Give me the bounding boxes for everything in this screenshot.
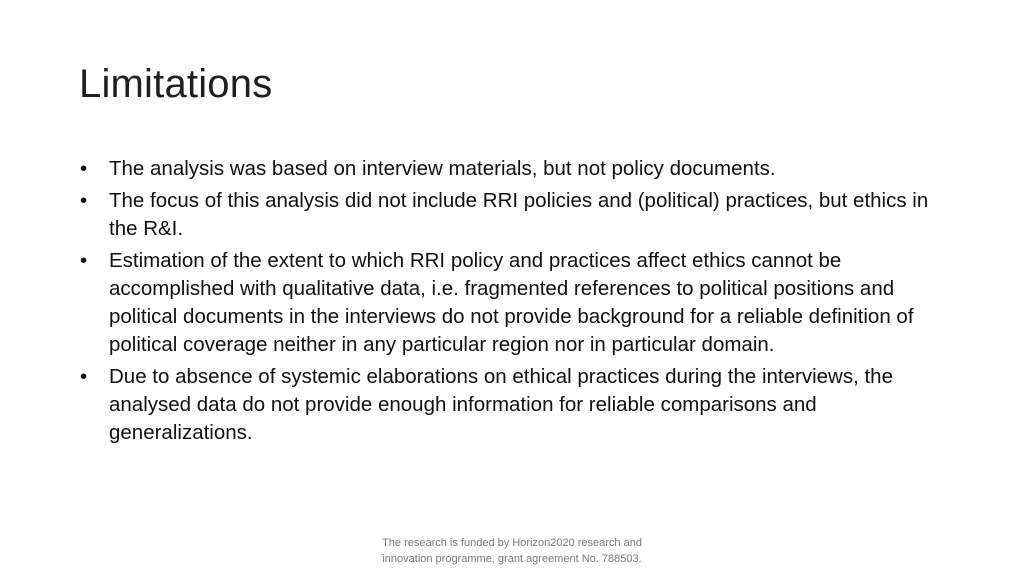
- bullet-text: Estimation of the extent to which RRI policy and practices affect ethics cannot be accomplished with qualitative data, i.e. fragmented references to political positions and political documents in the interviews do not provide background for a reliable definition of political coverage neither in any particular region nor in particular domain.: [109, 249, 914, 356]
- footer-line-1: The research is funded by Horizon2020 research and: [382, 537, 642, 549]
- bullet-text: The focus of this analysis did not include RRI policies and (political) practices, but ethics in the R&I.: [109, 189, 929, 240]
- bullet-item: [76, 247, 956, 359]
- bullet-icon: •: [80, 249, 88, 272]
- footer-line-2: innovation programme, grant agreement No. 788503.: [382, 553, 642, 565]
- bullet-item: [76, 363, 956, 447]
- bullet-icon: •: [80, 157, 88, 180]
- bullet-text: Due to absence of systemic elaborations on ethical practices during the interviews, the analysed data do not provide enough information for reliable comparisons and generalizations.: [109, 365, 893, 444]
- bullet-item: [76, 155, 956, 183]
- bullet-text: The analysis was based on interview materials, but not policy documents.: [109, 157, 776, 180]
- bullet-icon: •: [80, 189, 88, 212]
- slide-title: Limitations: [79, 62, 273, 106]
- bullet-item: [76, 187, 956, 243]
- bullet-list: [76, 155, 956, 451]
- funding-footer: [362, 535, 662, 567]
- bullet-icon: •: [80, 365, 88, 388]
